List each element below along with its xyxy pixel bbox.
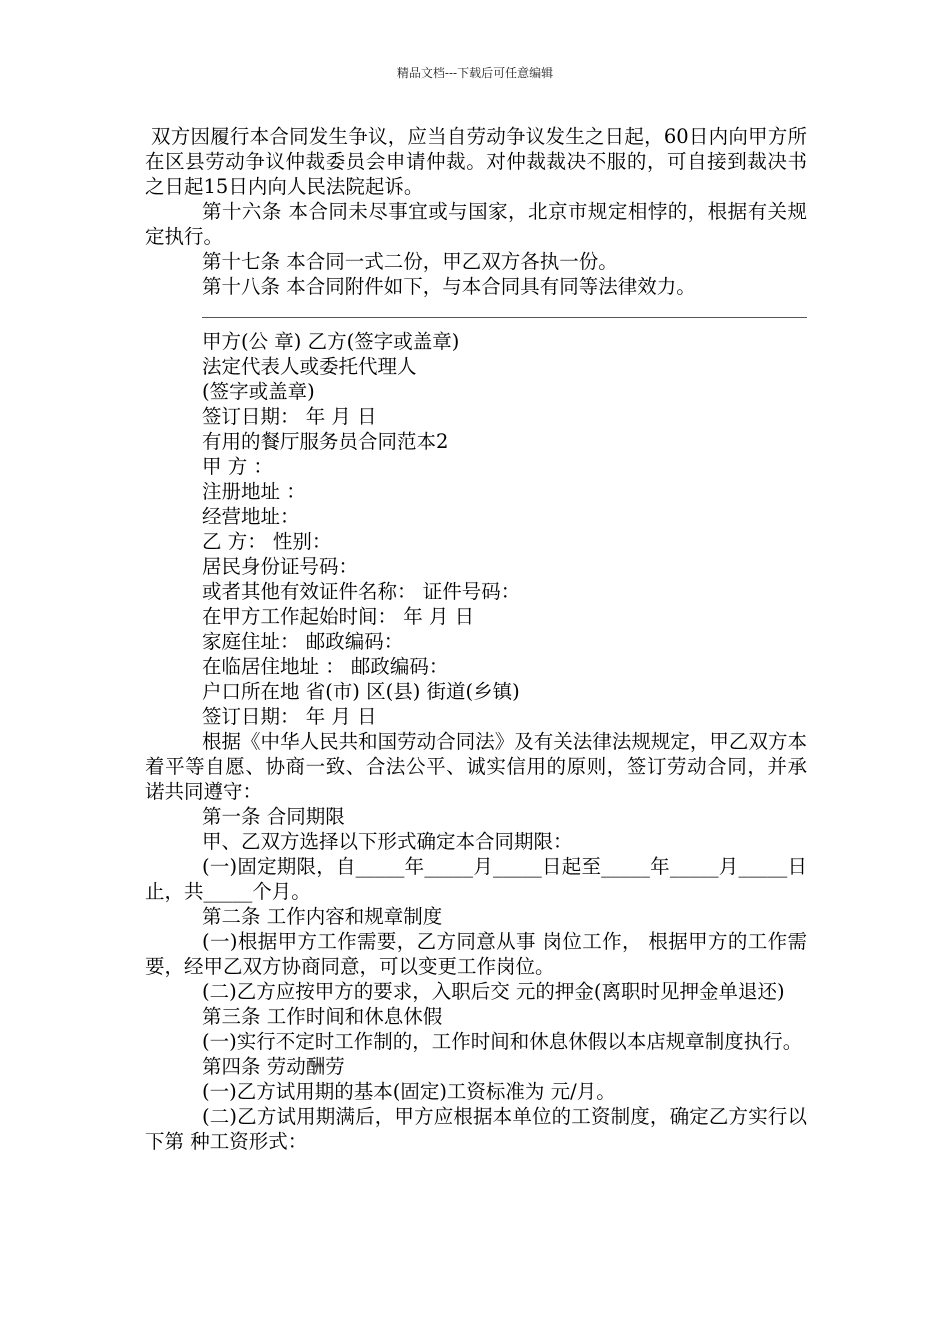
article-4-title: 第四条 劳动酬劳 [202, 1055, 345, 1078]
document-body [145, 124, 807, 1154]
business-address: 经营地址： [202, 505, 300, 528]
registered-address: 注册地址 ： [202, 480, 306, 503]
signing-date-2: 签订日期： 年 月 日 [202, 705, 377, 728]
legal-representative: 法定代表人或委托代理人 [202, 355, 417, 378]
paragraph-dispute: 双方因履行本合同发生争议，应当自劳动争议发生之日起，60日内向甲方所在区县劳动争议仲裁委员会申请仲裁。对仲裁裁决不服的，可自接到裁决书之日起15日内向人民法院起诉。 [145, 125, 807, 198]
template-title: 有用的餐厅服务员合同范本2 [202, 430, 449, 453]
party-b: 乙 方： 性别： [202, 530, 332, 553]
signing-date: 签订日期： 年 月 日 [202, 405, 377, 428]
page-header: 精品文档---下载后可任意编辑 [396, 66, 554, 80]
article-3-title: 第三条 工作时间和休息休假 [202, 1005, 443, 1028]
id-number: 居民身份证号码： [202, 555, 359, 578]
article-1-title: 第一条 合同期限 [202, 805, 345, 828]
article-3-item-1: (一)实行不定时工作制的，工作时间和休息休假以本店规章制度执行。 [202, 1030, 803, 1053]
home-address: 家庭住址： 邮政编码： [202, 630, 404, 653]
article-4-item-2: (二)乙方试用期满后，甲方应根据本单位的工资制度，确定乙方实行以下第 种工资形式： [145, 1105, 807, 1153]
signature-note: (签字或盖章) [202, 380, 315, 403]
other-id: 或者其他有效证件名称： 证件号码： [202, 580, 521, 603]
signature-parties: 甲方(公 章) 乙方(签字或盖章) [202, 330, 460, 353]
preamble: 根据《中华人民共和国劳动合同法》及有关法律法规规定，甲乙双方本着平等自愿、协商一致、合法公平、诚实信用的原则，签订劳动合同，并承诺共同遵守： [145, 730, 807, 803]
article-17: 第十七条 本合同一式二份，甲乙双方各执一份。 [202, 250, 618, 273]
article-16: 第十六条 本合同未尽事宜或与国家，北京市规定相悖的，根据有关规定执行。 [145, 200, 807, 248]
article-1-intro: 甲、乙双方选择以下形式确定本合同期限： [202, 830, 573, 853]
party-a: 甲 方 ： [202, 455, 273, 478]
start-date: 在甲方工作起始时间： 年 月 日 [202, 605, 475, 628]
household-registration: 户口所在地 省(市) 区(县) 街道(乡镇) [202, 680, 520, 703]
article-1-fixed-term: (一)固定期限，自_____年_____月_____日起至_____年_____月_____日止，共_____个月。 [145, 855, 807, 903]
article-18: 第十八条 本合同附件如下，与本合同具有同等法律效力。 [202, 275, 696, 298]
attachment-line [145, 299, 807, 329]
article-2-item-2: (二)乙方应按甲方的要求，入职后交 元的押金(离职时见押金单退还) [202, 980, 785, 1003]
article-2-item-1: (一)根据甲方工作需要，乙方同意从事 岗位工作， 根据甲方的工作需要，经甲乙双方协商同意，可以变更工作岗位。 [145, 930, 807, 978]
article-4-item-1: (一)乙方试用期的基本(固定)工资标准为 元/月。 [202, 1080, 616, 1103]
divider-line [202, 317, 807, 318]
article-2-title: 第二条 工作内容和规章制度 [202, 905, 443, 928]
temp-address: 在临居住地址 ： 邮政编码： [202, 655, 449, 678]
